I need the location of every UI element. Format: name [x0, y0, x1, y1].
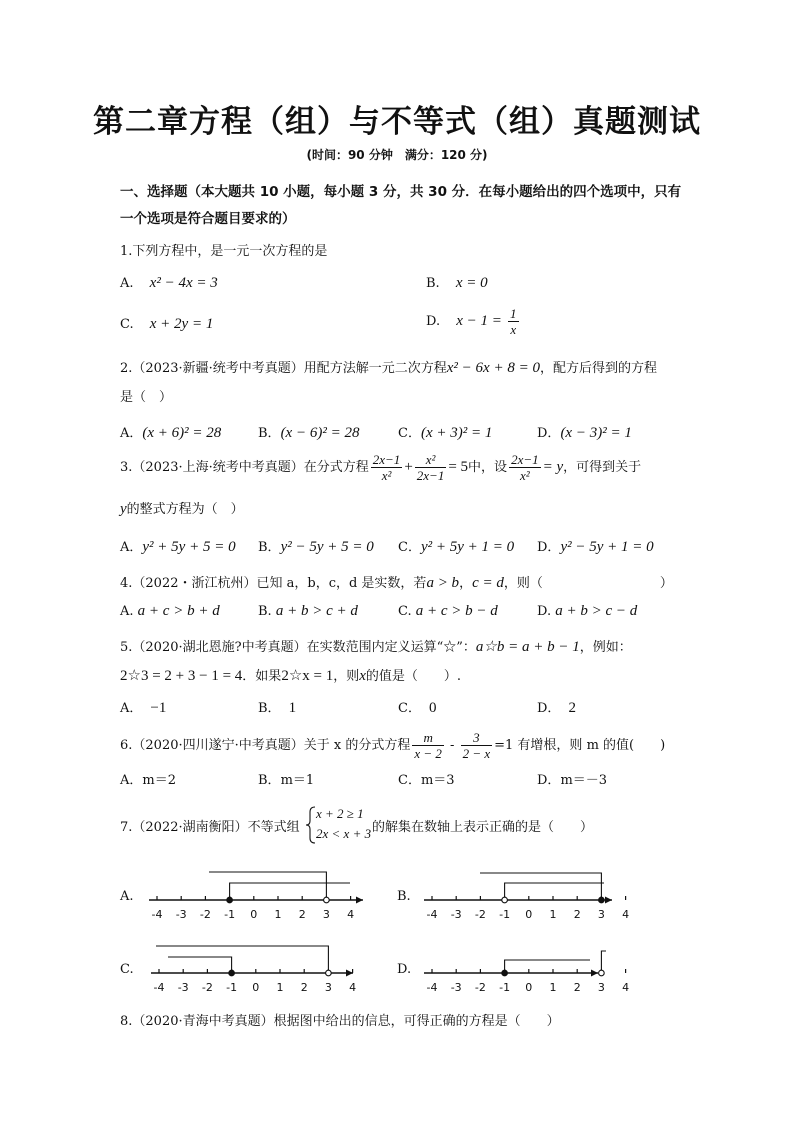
tick-label: -2	[201, 981, 213, 994]
q1-b-label: B.	[426, 276, 440, 291]
q4-a-expr: a + c > b + d	[137, 603, 220, 619]
tick-label: -1	[226, 981, 238, 994]
q4-c-label: C.	[398, 604, 412, 619]
q5-example: 2☆3 = 2 + 3 − 1 = 4	[120, 668, 243, 684]
q3-f2-den: 2x−1	[416, 468, 445, 483]
q7-ineq1: x + 2 ≥ 1	[316, 806, 364, 821]
q5-definition: a☆b = a + b − 1	[475, 639, 580, 655]
q6-c-label: C．	[398, 773, 421, 788]
q6-minus: -	[450, 738, 455, 753]
q6-a-label: A．	[120, 773, 143, 788]
q2-c-expr: (x + 3)² = 1	[420, 425, 493, 441]
tick-label: 3	[322, 908, 330, 921]
q3-f3-num: 2x−1	[511, 452, 539, 467]
tick-label: 1	[549, 908, 557, 921]
q4-a-label: A.	[120, 604, 134, 619]
solution-ray	[601, 951, 606, 973]
q1-d-den: x	[510, 322, 517, 337]
q7-option-c[interactable]: C.	[120, 962, 134, 977]
q6-stem-b: =1 有增根，则 m 的值( )	[494, 738, 666, 753]
solution-ray	[209, 872, 326, 900]
q3-var-y: y	[120, 501, 127, 517]
tick-label: 2	[300, 981, 308, 994]
page-title: 第二章方程（组）与不等式（组）真题测试	[93, 104, 701, 140]
tick-label: -2	[199, 908, 211, 921]
tick-label: 3	[597, 981, 605, 994]
q7-option-d[interactable]: D.	[397, 962, 412, 977]
q2-a-label: A．	[120, 426, 143, 441]
open-endpoint	[324, 897, 330, 903]
q3-stem-d-text: 的整式方程为（ ）	[126, 502, 244, 517]
axis-arrow-icon	[346, 970, 353, 977]
tick-label: 2	[573, 908, 581, 921]
q3-d-expr: y² − 5y + 1 = 0	[560, 539, 654, 555]
tick-label: -3	[175, 908, 187, 921]
q3-plus: +	[404, 459, 413, 475]
q6-f2-den: 2 − x	[462, 746, 491, 761]
q2-b-label: B．	[258, 426, 281, 441]
q5-stem-d: ，则	[333, 669, 360, 684]
tick-label: 3	[324, 981, 332, 994]
q5-a-label: A．	[120, 701, 143, 716]
tick-label: 0	[252, 981, 260, 994]
q4-b-expr: a + b > c + d	[275, 603, 358, 619]
q4-cond2: c = d	[472, 575, 504, 591]
q1-a-label: A.	[120, 276, 134, 291]
tick-label: 3	[597, 908, 605, 921]
solution-ray	[505, 883, 604, 900]
q5-var-x: x	[359, 668, 366, 684]
tick-label: -4	[153, 981, 165, 994]
section-heading-line2: 一个选项是符合题目要求的）	[120, 211, 296, 227]
q1-d-num: 1	[510, 306, 517, 321]
number-line-b[interactable]	[424, 873, 629, 921]
q3-stem-b: 中，设	[468, 460, 508, 475]
tick-label: -4	[426, 908, 438, 921]
q2-a-expr: (x + 6)² = 28	[142, 425, 222, 441]
q5-c-label: C．	[398, 701, 421, 716]
number-line-a[interactable]	[149, 872, 363, 921]
q5-stem-b: ，例如：	[579, 640, 632, 655]
tick-label: -4	[151, 908, 163, 921]
solution-ray	[480, 873, 601, 900]
tick-label: 1	[276, 981, 284, 994]
tick-label: 1	[274, 908, 282, 921]
q3-f2-num: x²	[415, 452, 447, 468]
solution-ray	[168, 957, 232, 973]
tick-label: -2	[474, 908, 486, 921]
number-line-d[interactable]	[424, 951, 629, 994]
q6-f1-den: x − 2	[414, 746, 442, 761]
tick-label: -3	[450, 981, 462, 994]
q1-d-lhs: x − 1 =	[456, 313, 502, 329]
open-endpoint	[326, 970, 332, 976]
q3-stem-a: 3.（2023·上海·统考中考真题）在分式方程	[120, 460, 369, 475]
q6-d-label: D．	[537, 773, 561, 788]
q6-f2-num: 3	[461, 730, 493, 746]
q6-f1-num: m	[412, 730, 444, 746]
q8-stem: 8.（2020·青海中考真题）根据图中给出的信息，可得正确的方程是（ ）	[120, 1014, 560, 1029]
q3-a-label: A．	[120, 540, 143, 555]
q2-d-expr: (x − 3)² = 1	[560, 425, 632, 441]
q2-c-label: C．	[398, 426, 421, 441]
tick-label: -1	[499, 908, 511, 921]
tick-label: 2	[573, 981, 581, 994]
q2-stem-a: 2.（2023·新疆·统考中考真题）用配方法解一元二次方程	[120, 361, 447, 376]
tick-label: -2	[474, 981, 486, 994]
q3-eq5: = 5	[448, 459, 469, 475]
q6-stem-a: 6.（2020·四川遂宁·中考真题）关于 x 的分式方程	[120, 738, 411, 753]
q5-stem-c: ．如果	[242, 669, 282, 684]
q7-stem-b: 的解集在数轴上表示正确的是（ ）	[372, 820, 594, 835]
q4-d-expr: a + b > c − d	[555, 603, 638, 619]
q3-f1-den: x²	[381, 468, 392, 483]
tick-label: -3	[177, 981, 189, 994]
q1-stem: 1.下列方程中，是一元一次方程的是	[120, 244, 328, 259]
q3-f3-den: x²	[520, 468, 530, 483]
q5-a-expr: −1	[150, 700, 167, 716]
q3-b-label: B．	[258, 540, 281, 555]
solution-ray	[156, 946, 328, 973]
q1-d-label: D.	[426, 314, 441, 329]
q4-d-label: D.	[537, 604, 552, 619]
q1-b-expr: x = 0	[455, 275, 488, 291]
closed-endpoint	[599, 897, 605, 903]
tick-label: 0	[525, 981, 533, 994]
q5-c-expr: 0	[428, 700, 437, 716]
q4-cond1: a > b	[426, 575, 460, 591]
axis-arrow-icon	[605, 897, 612, 904]
axis-arrow-icon	[591, 970, 598, 977]
q2-equation: x² − 6x + 8 = 0	[446, 360, 540, 376]
q3-stem-c: ，可得到关于	[563, 460, 642, 475]
q5-b-label: B．	[258, 701, 281, 716]
q3-eqy: = y	[542, 459, 564, 475]
tick-label: 4	[349, 981, 357, 994]
q3-b-expr: y² − 5y + 5 = 0	[280, 539, 374, 555]
q7-option-b[interactable]: B.	[397, 889, 411, 904]
q3-d-label: D．	[537, 540, 561, 555]
q1-a-expr: x² − 4x = 3	[149, 275, 218, 291]
closed-endpoint	[502, 970, 508, 976]
q5-d-label: D．	[537, 701, 561, 716]
q6-b-label: B．	[258, 773, 281, 788]
q1-c-expr: x + 2y = 1	[149, 316, 214, 332]
section-heading-line1: 一、选择题（本大题共 10 小题，每小题 3 分，共 30 分．在每小题给出的四个选项中，只有	[120, 184, 682, 200]
exam-info: (时间：90 分钟 满分：120 分)	[306, 148, 488, 162]
q4-b-label: B.	[258, 604, 272, 619]
q3-c-label: C．	[398, 540, 421, 555]
q6-a-expr: m＝2	[142, 773, 176, 788]
q2-d-label: D．	[537, 426, 561, 441]
tick-label: 2	[298, 908, 306, 921]
q5-condition: 2☆x = 1	[281, 668, 334, 684]
tick-label: -1	[499, 981, 511, 994]
q3-a-expr: y² + 5y + 5 = 0	[142, 539, 236, 555]
q4-stem-a: 4.（2022・浙江杭州）已知 a，b，c，d 是实数，若	[120, 576, 427, 591]
q6-d-expr: m＝－3	[560, 773, 608, 788]
q7-option-a[interactable]: A.	[120, 889, 134, 904]
tick-label: 4	[622, 908, 630, 921]
q4-comma: ，	[459, 576, 473, 591]
tick-label: 0	[525, 908, 533, 921]
q2-stem-c: 是（ ）	[120, 390, 173, 405]
q4-c-expr: a + c > b − d	[415, 603, 498, 619]
closed-endpoint	[229, 970, 235, 976]
q6-b-expr: m＝1	[280, 773, 315, 788]
q5-stem-e: 的值是（ ）.	[365, 669, 462, 684]
q7-stem-a: 7.（2022·湖南衡阳）不等式组	[120, 820, 300, 835]
closed-endpoint	[227, 897, 233, 903]
q2-b-expr: (x − 6)² = 28	[280, 425, 360, 441]
q5-b-expr: 1	[288, 700, 297, 716]
q2-stem-b: ，配方后得到的方程	[539, 361, 657, 376]
q6-c-expr: m＝3	[420, 773, 455, 788]
tick-label: -4	[426, 981, 438, 994]
tick-label: 0	[250, 908, 258, 921]
q5-stem-a: 5.（2020·湖北恩施?中考真题）在实数范围内定义运算“☆”：	[120, 640, 476, 655]
tick-label: -3	[450, 908, 462, 921]
q7-ineq2: 2x < x + 3	[316, 826, 372, 841]
axis-arrow-icon	[356, 897, 363, 904]
solution-ray	[230, 883, 350, 900]
open-endpoint	[599, 970, 605, 976]
q3-c-expr: y² + 5y + 1 = 0	[420, 539, 515, 555]
q3-f1-num: 2x−1	[372, 452, 401, 467]
tick-label: 4	[622, 981, 630, 994]
tick-label: -1	[224, 908, 236, 921]
open-endpoint	[502, 897, 508, 903]
tick-label: 4	[347, 908, 355, 921]
q1-c-label: C.	[120, 317, 134, 332]
q4-stem-b: ，则（ ）	[503, 576, 673, 591]
tick-label: 1	[549, 981, 557, 994]
q5-d-expr: 2	[568, 700, 576, 716]
number-line-c[interactable]	[151, 946, 356, 994]
